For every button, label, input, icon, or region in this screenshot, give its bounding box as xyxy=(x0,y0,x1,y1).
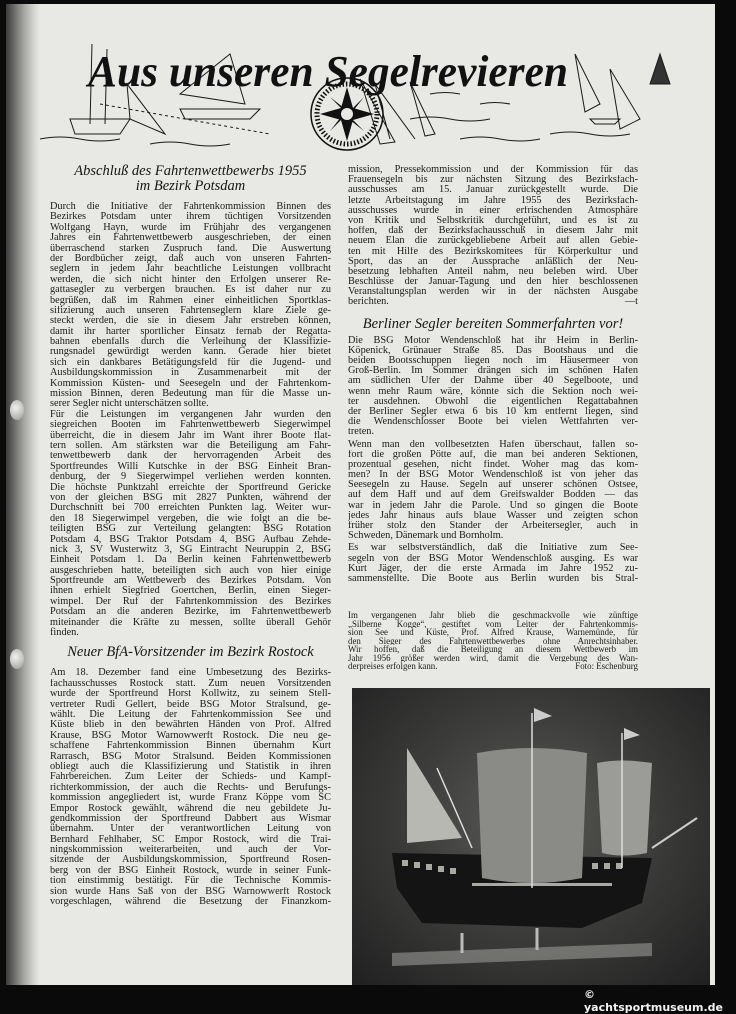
text-line: Es war selbstverständlich, daß die Initiative zum See- xyxy=(348,543,638,554)
text-line: gattasegler zu verbergen brauchen. Es ist daher nur zu xyxy=(50,285,331,296)
caption-line: Im vergangenen Jahr blieb die geschmackvolle wie zünftige xyxy=(348,611,638,620)
text-line: ausschusses am 15. Januar zurückgestellt wurde. Die xyxy=(348,185,638,196)
heading-line: Neuer BfA-Vorsitzender im Bezirk Rostock xyxy=(67,644,314,661)
article-heading xyxy=(50,645,331,660)
text-line: Potsdam an die anderen Bezirke, im Fahrtenwettbewerb xyxy=(50,607,331,618)
text-line: fort die großen Pötte auf, die man bei anderen Sektionen, xyxy=(348,449,638,460)
text-line: neuem Elan die zurückgebliebene Arbeit auf allen Gebie- xyxy=(348,236,638,247)
caption-line-content: derpreises erfolgen kann. xyxy=(348,661,438,671)
text-line: Wenn man den vollbesetzten Hafen überschaut, fallen so- xyxy=(348,439,638,450)
heading-line: Abschluß des Fahrtenwettbewerbs 1955 xyxy=(74,163,307,179)
text-line: besetzung lebhaften Anteil nahm, neu beleben wird. Über xyxy=(348,266,638,277)
text-line: miteinander die Kräfte zu messen, sollte überall Gehör xyxy=(50,617,331,628)
text-line: Potsdam 4, BSG Traktor Potsdam 4, BSG Aufbau Zehde- xyxy=(50,534,331,545)
sailboat-icon xyxy=(610,69,640,129)
text-line: den 18 Siegerwimpel vergeben, die wie folgt an die be- xyxy=(50,513,331,524)
author-signature: —t xyxy=(624,296,638,308)
section-banner xyxy=(30,24,710,154)
text-line: überraschend starken Zuspruch fand. Die Auswertung xyxy=(50,243,331,254)
article-paragraph xyxy=(50,410,331,639)
text-line: siegreichen Booten im Fahrtenwettbewerb Siegerwimpel xyxy=(50,420,331,431)
article-paragraph xyxy=(50,668,331,907)
text-line: bahnen ebenfalls durch die Verleihung der Klassifizie- xyxy=(50,337,331,348)
text-line: sifizierung auch unseren Fahrtenseglern klare Ziele ge- xyxy=(50,305,331,316)
text-line: sammenstellte. Die Boote aus Berlin wurden bis Stral- xyxy=(348,573,638,584)
text-line: übernahm. Unter der verantwortlichen Leitung von xyxy=(50,824,331,835)
text-line: ausgeschrieben hatte, beteiligten sich auch von hier einige xyxy=(50,565,331,576)
text-line: Schweden, Dänemark und Bornholm. xyxy=(348,530,504,542)
text-line-content: berichten. xyxy=(348,296,389,308)
text-line: obliegt auch die Klassifizierung und Statistik in ihren xyxy=(50,761,331,772)
text-line: Empor Rostock gewählt, während die neu gebildete Ju- xyxy=(50,803,331,814)
text-line: jedes Jahr hinaus aufs blaue Wasser und zeigten schon xyxy=(348,510,638,521)
text-line: seglern in jedem Jahr beachtliche Leistungen vollbracht xyxy=(50,264,331,275)
text-line: war in jedem Jahr die Parole. Und so gingen die Boote xyxy=(348,500,638,511)
text-line: sion wurde Hans Saß von der BSG Warnowwerft Rostock xyxy=(50,886,331,897)
text-line: finden. xyxy=(50,627,79,639)
article-paragraph xyxy=(348,543,638,584)
text-line: Sport, das an der Aussprache anläßlich der Neu- xyxy=(348,256,638,267)
heading-line: im Bezirk Potsdam xyxy=(135,178,246,194)
right-column xyxy=(348,165,638,584)
text-line: ausschusses wurde in einer erfrischenden Atmosphäre xyxy=(348,205,638,216)
text-line: mission Binnen, deren Bedeutung man für die Masse un- xyxy=(50,389,331,400)
text-line: Durchschnitt bei 700 erreichten Punkten lag. Weiter wur- xyxy=(50,503,331,514)
caption-line: sion See und Küste, Prof. Alfred Krause, Warnemünde, für xyxy=(348,628,638,637)
text-line: steckt werden, die sie in diesem Jahr erstreben können, xyxy=(50,316,331,327)
text-line: schaffene Fahrtenkommission Binnen übernahm Kurt xyxy=(50,741,331,752)
text-line: denburg, der 9 Siegerwimpel verliehen werden konnten. xyxy=(50,472,331,483)
text-line: tion einstimmig bestätigt. Für die Technische Kommis- xyxy=(50,876,331,887)
caption-line: Jahr 1956 größer werden wird, damit die Vergebung des Wan- xyxy=(348,653,638,662)
text-line: Fahrbereichen. Zum Leiter der Schieds- und Kampf- xyxy=(50,772,331,783)
text-line xyxy=(348,297,638,307)
text-line: Sportfreundes Willi Kutschke in der BSG Einheit Bran- xyxy=(50,461,331,472)
text-line: damit ihr harter sportlicher Einsatz fernab der Regatta- xyxy=(50,326,331,337)
text-line: fachausschusses Rostock statt. Zum neuen Vorsitzenden xyxy=(50,678,331,689)
photo-silberne-kogge xyxy=(352,688,710,985)
text-line: sich ein dankbares Betätigungsfeld für die Jugend- und xyxy=(50,357,331,368)
text-line: ningskommission weiterarbeiten, und auch der Vor- xyxy=(50,845,331,856)
text-line: Beschlüsse der Januar-Tagung und den hier beschlossenen xyxy=(348,277,638,288)
text-line: ihnen erhielt Siegfried Goertchen, Berlin, einen Sieger- xyxy=(50,586,331,597)
banner-title: Aus unseren Segelrevieren xyxy=(85,47,569,96)
text-line: begrüßen, daß im Rahmen einer einheitlichen Sportklas- xyxy=(50,295,331,306)
text-line: tenwettbewerb dank der hervorragenden Arbeit des xyxy=(50,451,331,462)
text-line: die Wendenschlosser Boote bei vielen Wettfahrten ver- xyxy=(348,417,638,428)
text-line: Die höchste Punktzahl erreichte der Sportfreund Gericke xyxy=(50,482,331,493)
text-line: Köpenick, Grünauer Straße 85. Das Bootshaus und die xyxy=(348,345,638,356)
photo-caption xyxy=(348,611,638,671)
text-line: Bezirkes Potsdam unter ihrem tüchtigen Vorsitzenden xyxy=(50,212,331,223)
text-line: Jahres ein Fahrtenwettbewerb ausgeschrieben, der einen xyxy=(50,233,331,244)
article-heading xyxy=(348,317,638,332)
text-line: Wolfgang Hayn, wurde im Frühjahr des vergangenen xyxy=(50,222,331,233)
text-line: Seesegeln zu Hause. Segeln auf unserer schönen Ostsee, xyxy=(348,480,638,491)
text-line: Sportfreunde am Wettbewerb des Bezirkes Potsdam. Von xyxy=(50,576,331,587)
article-paragraph xyxy=(50,202,331,410)
text-line: Veranstaltungsplan werden wir in der nächsten Ausgabe xyxy=(348,287,638,298)
text-line: serer Segler nicht unterschätzen sollte. xyxy=(50,398,209,410)
text-line: am südlichen Ufer der Dahme über 40 Segelboote, und xyxy=(348,376,638,387)
text-line: auf dem Haff und auf dem Greifswalder Bodden — das xyxy=(348,490,638,501)
text-line: von der gleichen BSG mit 2827 Punkten, während der xyxy=(50,492,331,503)
text-line: werden, die sich nicht hinter den Erfolgen unserer Re- xyxy=(50,274,331,285)
text-line: vorgeschlagen, während die Besetzung der Finanzkom- xyxy=(50,897,331,908)
text-line: wimpel. Der Ruf der Fahrtenkommission des Bezirkes xyxy=(50,596,331,607)
text-line: Krause, BSG Motor Warnowwerft Rostock. Die neu ge- xyxy=(50,730,331,741)
text-line: kommission angegliedert ist, wurde Franz Köppe vom SC xyxy=(50,793,331,804)
text-line: Für die Leistungen im vergangenen Jahr wurden den xyxy=(50,409,331,420)
text-line: Groß-Berlin. Im Sommer drängen sich im schönen Hafen xyxy=(348,366,638,377)
text-line: men? In der BSG Motor Wendenschloß ist von jeher das xyxy=(348,470,638,481)
text-line: nick 3, SV Wusterwitz 3, SG Eintracht Neuruppin 2, BSG xyxy=(50,544,331,555)
text-line: rungsnadel gewürdigt werden kann. Gerade hier bietet xyxy=(50,347,331,358)
text-line: wählt. Die Leitung der Fahrtenkommission See und xyxy=(50,710,331,720)
text-line: überreicht, die in diesem Jahr im Want ihrer Boote flat- xyxy=(50,430,331,441)
punch-hole xyxy=(10,400,24,420)
article-heading xyxy=(50,164,331,194)
text-line: ten mit Hilfe des Bezirkskomitees für Körperkultur und xyxy=(348,246,638,257)
article-paragraph xyxy=(348,440,638,542)
heading-line: Berliner Segler bereiten Sommerfahrten vor! xyxy=(362,315,624,332)
text-line: gendkommission der Sportfreund Dabbert aus Wismar xyxy=(50,813,331,824)
text-line: Kommission Küsten- und Seesegeln und der Fahrtenkom- xyxy=(50,378,331,389)
copyright-watermark: © yachtsportmuseum.de xyxy=(584,988,723,1014)
text-line: Durch die Initiative der Fahrtenkommission Binnen des xyxy=(50,202,331,212)
text-line: Frauensegeln bis zur nächsten Sitzung des Bezirksfach- xyxy=(348,175,638,186)
text-line: Kurt Jäger, der die erste Armada im Jahre 1952 zu- xyxy=(348,563,638,574)
text-line: teiligten BSG zur Verteilung gelangten: BSG Rotation xyxy=(50,524,331,535)
text-line: Einheit Potsdam 1. Da Berlin keinen Fahrtenwettbewerb xyxy=(50,555,331,566)
text-line: treten. xyxy=(348,426,375,438)
text-line: früher stolz den Stander der Arbeitersegler, auch in xyxy=(348,521,638,532)
punch-hole xyxy=(10,649,24,669)
ship-model-image xyxy=(352,688,710,985)
text-line: prozentual gesehen, nicht findet. Woher mag das kom- xyxy=(348,459,638,470)
text-line: Ausbildungskommission in Zusammenarbeit mit der xyxy=(50,368,331,379)
left-column xyxy=(50,164,331,907)
text-line: beiden Bootsschuppen liegen noch im Häusermeer von xyxy=(348,356,638,367)
text-line: ter ausdehnen. Obwohl die eigentlichen Regattabahnen xyxy=(348,396,638,407)
article-paragraph xyxy=(348,336,638,438)
caption-line: „Silberne Kogge“, gestiftet vom Leiter der Fahrtenkommis- xyxy=(348,619,638,628)
text-line: richterkommission, der auch die Rechts- und Berufungs- xyxy=(50,782,331,793)
text-line: sitzende der Ausbildungskommission, Sportfreund Rosen- xyxy=(50,855,331,866)
text-line: der Berliner Segler etwa 6 bis 10 km entfernt liegen, sind xyxy=(348,406,638,417)
text-line: Die BSG Motor Wendenschloß hat ihr Heim in Berlin- xyxy=(348,335,638,346)
text-line: wurde der Sportfreund Horst Kollwitz, zu seinem Stell- xyxy=(50,689,331,700)
text-line: wenn mehr Raum wäre, könnte sich die Sektion noch wei- xyxy=(348,386,638,397)
text-line: Küste blieb in den bewährten Händen von Prof. Alfred xyxy=(50,720,331,731)
lighthouse-icon xyxy=(650,54,670,84)
photo-credit: Foto: Eschenburg xyxy=(575,661,638,671)
magazine-page xyxy=(6,4,715,985)
text-line: von Kritik und Selbstkritik durchgeführt, und es ist zu xyxy=(348,215,638,226)
caption-line: den Sieger des Fahrtenwettbewerbes ohne Anrechtsinhaber. xyxy=(348,636,638,645)
caption-line: Wir hoffen, daß die Beteiligung an diesem Wettbewerb im xyxy=(348,645,638,654)
article-paragraph xyxy=(348,165,638,308)
text-line: berg von der BSG Einheit Rostock, wurde in seiner Funk- xyxy=(50,865,331,876)
text-line: hoffen, daß der Bezirksfachausschuß in diesem Jahr mit xyxy=(348,226,638,237)
text-line: mission, Pressekommission und der Kommission für das xyxy=(348,165,638,175)
text-line: der Bordbücher zeigt, daß auch von unseren Fahrten- xyxy=(50,253,331,264)
caption-line xyxy=(348,662,638,671)
text-line: letzte Arbeitstagung im Jahre 1955 des Bezirksfach- xyxy=(348,195,638,206)
text-line: Am 18. Dezember fand eine Umbesetzung des Bezirks- xyxy=(50,668,331,679)
text-line: segeln von der BSG Motor Wendenschloß ausging. Es war xyxy=(348,553,638,564)
text-line: vertreter Rudi Gellert, beide BSG Motor Stralsund, ge- xyxy=(50,699,331,710)
text-line: tern sollen. Am stärksten war die Beteiligung am Fahr- xyxy=(50,441,331,451)
text-line: Bernhard Fehlhaber, SC Empor Rostock, wird die Trai- xyxy=(50,834,331,845)
text-line: Rarrasch, BSG Motor Stralsund. Beiden Kommissionen xyxy=(50,751,331,762)
